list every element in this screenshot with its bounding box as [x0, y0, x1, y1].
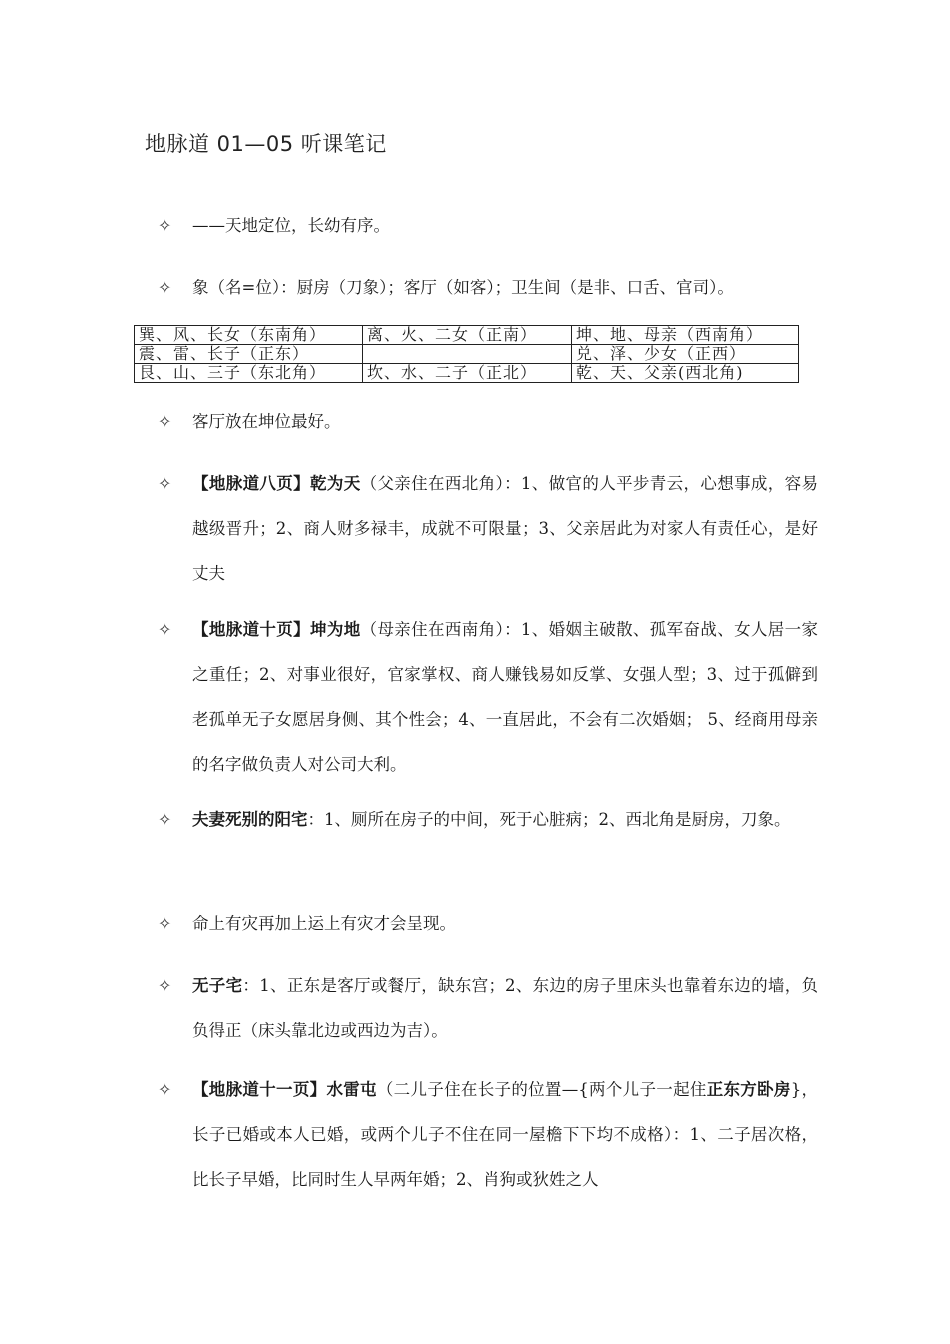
table-cell: 艮、山、三子（东北角）: [135, 364, 363, 383]
list-item-body: （父亲住在西北角）：1、做官的人平步青云，心想事成，容易越级晋升；2、商人财多禄丰，成就不可限量；3、父亲居此为对家人有责任心，是好丈夫: [192, 474, 819, 583]
diamond-bullet-icon: ✧: [158, 914, 172, 933]
diamond-bullet-icon: ✧: [158, 474, 172, 493]
table-cell: 离、火、二女（正南）: [363, 326, 572, 345]
list-item-heading: 无子宅: [192, 976, 243, 995]
diamond-bullet-icon: ✧: [158, 810, 172, 829]
table-row: [135, 345, 799, 364]
diamond-bullet-icon: ✧: [158, 278, 172, 297]
diamond-bullet-icon: ✧: [158, 976, 172, 995]
list-item: [158, 1067, 818, 1202]
list-item-heading: 【地脉道十页】坤为地: [192, 620, 361, 639]
list-item: [158, 901, 818, 946]
list-item: [158, 265, 818, 310]
list-item: [158, 963, 818, 1053]
list-item-heading: 【地脉道十一页】水雷屯: [192, 1080, 377, 1099]
list-item-text: 象（名=位）：厨房（刀象）；客厅（如客）；卫生间（是非、口舌、官司）。: [192, 278, 734, 297]
bagua-table: [134, 325, 799, 383]
list-item-text: 命上有灾再加上运上有灾才会呈现。: [192, 914, 456, 933]
list-item: [158, 461, 818, 596]
list-item-text: ——天地定位，长幼有序。: [192, 216, 390, 235]
list-item: [158, 399, 818, 444]
list-item: [158, 797, 818, 842]
list-item: [158, 203, 818, 248]
table-cell: [363, 345, 572, 364]
list-item-heading: 【地脉道八页】乾为天: [192, 474, 361, 493]
table-cell: 乾、天、父亲(西北角): [572, 364, 799, 383]
table-cell: 坤、地、母亲（西南角）: [572, 326, 799, 345]
page-title: 地脉道 01—05 听课笔记: [145, 132, 387, 156]
list-item-body-cont: }，长子已婚或本人已婚，或两个儿子不住在同一屋檐下下均不成格）：1、二子居次格，比长子早婚，比同时生人早两年婚；2、肖狗或狄姓之人: [192, 1080, 819, 1189]
list-item-body: （母亲住在西南角）：1、婚姻主破散、孤军奋战、女人居一家之重任；2、对事业很好，官家掌权、商人赚钱易如反掌、女强人型；3、过于孤僻到老孤单无子女愿居身侧、其个性会；4、一直居此，不会有二次婚姻； 5、经商用母亲的名字做负责人对公司大利。: [192, 620, 819, 774]
table-cell: 震、雷、长子（正东）: [135, 345, 363, 364]
list-item-body: ：1、厕所在房子的中间，死于心脏病；2、西北角是厨房，刀象。: [307, 810, 791, 829]
table-row: [135, 326, 799, 345]
list-item-text: [192, 963, 818, 1053]
list-item-text: [192, 607, 818, 787]
list-item-text: [192, 1067, 818, 1202]
diamond-bullet-icon: ✧: [158, 1080, 172, 1099]
list-item: [158, 607, 818, 787]
diamond-bullet-icon: ✧: [158, 620, 172, 639]
table-cell: 兑、泽、少女（正西）: [572, 345, 799, 364]
list-item-body: ：1、正东是客厅或餐厅，缺东宫；2、东边的房子里床头也靠着东边的墙，负负得正（床头靠北边或西边为吉）。: [192, 976, 819, 1040]
diamond-bullet-icon: ✧: [158, 412, 172, 431]
table-cell: 坎、水、二子（正北）: [363, 364, 572, 383]
table-cell: 巽、风、长女（东南角）: [135, 326, 363, 345]
list-item-body: （二儿子住在长子的位置—{两个儿子一起住: [376, 1080, 707, 1099]
list-item-emphasis: 正东方卧房: [706, 1080, 791, 1099]
table-row: [135, 364, 799, 383]
list-item-text: [192, 797, 818, 842]
diamond-bullet-icon: ✧: [158, 216, 172, 235]
list-item-text: 客厅放在坤位最好。: [192, 412, 341, 431]
list-item-text: [192, 461, 818, 596]
list-item-heading: 夫妻死别的阳宅: [192, 810, 308, 829]
